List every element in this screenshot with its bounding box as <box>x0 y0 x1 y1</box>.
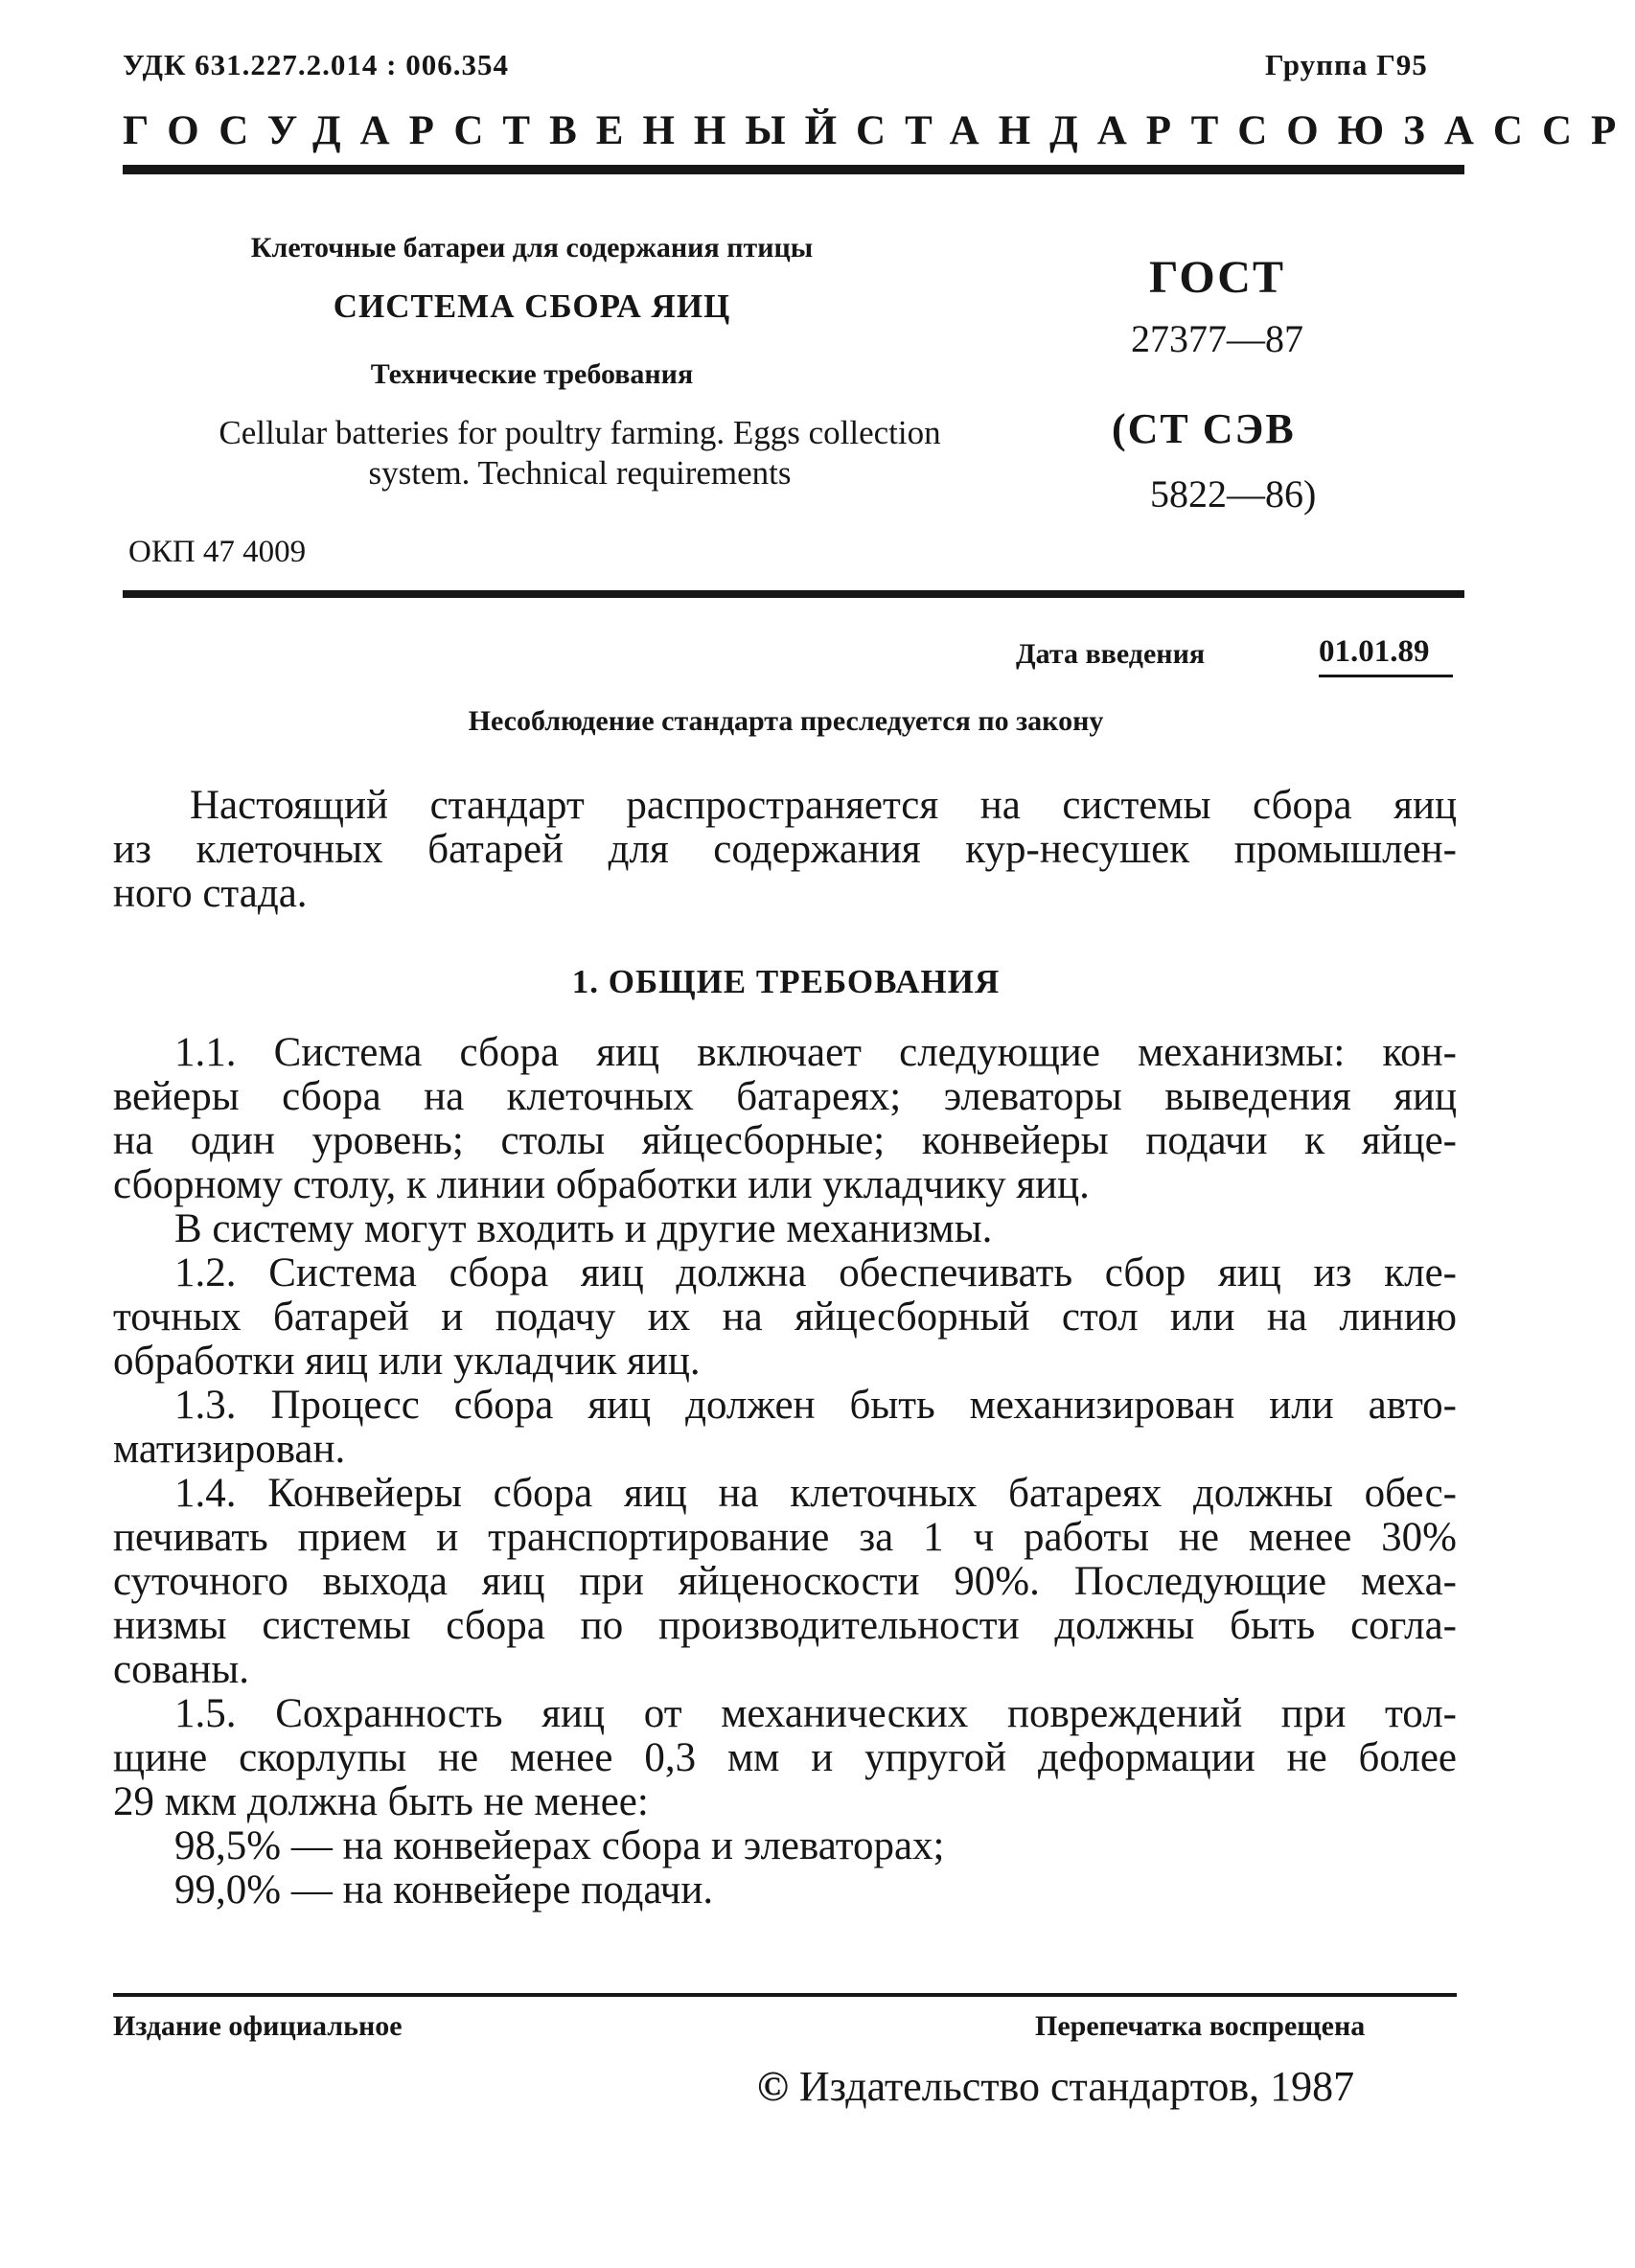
banner-word: ГОСУДАРСТВЕННЫЙ <box>123 108 857 153</box>
law-notice: Несоблюдение стандарта преследуется по закону <box>468 705 1104 737</box>
text-line: В систему могут входить и другие механизмы. <box>174 1206 993 1251</box>
footer-rule <box>113 1993 1457 1997</box>
state-standard-banner <box>123 107 1635 154</box>
text-line: 1.1. Система сбора яиц включает следующие механизмы: кон- <box>174 1030 1457 1075</box>
text-line: обработки яиц или укладчик яиц. <box>113 1339 701 1384</box>
scope-paragraph <box>113 784 1457 916</box>
title-rule <box>123 590 1464 598</box>
group-code: Группа Г95 <box>1265 48 1428 81</box>
text-line: сованы. <box>113 1647 250 1692</box>
official-edition: Издание официальное <box>113 2010 403 2042</box>
text-line: ного стада. <box>113 871 308 916</box>
text-line: суточного выхода яиц при яйценоскости 90%. Последующие меха- <box>113 1559 1457 1604</box>
list-item: 99,0% — на конвейере подачи. <box>174 1867 714 1913</box>
text-line: печивать прием и транспортирование за 1 ч работы не менее 30% <box>113 1515 1457 1560</box>
text-line: матизирован. <box>113 1427 346 1472</box>
text-line: 1.2. Система сбора яиц должна обеспечивать сбор яиц из кле- <box>174 1250 1457 1295</box>
gost-number: 27377—87 <box>1131 317 1303 360</box>
gost-label: ГОСТ <box>1149 252 1285 303</box>
requirements-label: Технические требования <box>370 358 694 390</box>
text-line: сборному столу, к линии обработки или укладчику яиц. <box>113 1162 1090 1207</box>
header-rule <box>123 165 1464 174</box>
cmea-number: 5822—86) <box>1150 472 1317 515</box>
text-line: точных батарей и подачу их на яйцесборный стол или на линию <box>113 1294 1457 1340</box>
date-underline <box>1319 675 1453 677</box>
date-label: Дата введения <box>1016 638 1206 670</box>
copyright-icon: © <box>757 2063 789 2110</box>
section-heading: 1. ОБЩИЕ ТРЕБОВАНИЯ <box>571 963 1001 1000</box>
date-value: 01.01.89 <box>1319 634 1430 669</box>
cmea-label: (СТ СЭВ <box>1112 405 1296 452</box>
text-line: 1.3. Процесс сбора яиц должен быть механизирован или авто- <box>174 1383 1457 1428</box>
text-line: на один уровень; столы яйцесборные; конвейеры подачи к яйце- <box>113 1118 1457 1163</box>
banner-word: ССР <box>1492 108 1635 153</box>
reprint-notice: Перепечатка воспрещена <box>1035 2010 1366 2042</box>
list-item: 98,5% — на конвейерах сбора и элеваторах; <box>174 1823 945 1868</box>
text-line: Настоящий стандарт распространяется на системы сбора яиц <box>190 783 1457 828</box>
text-line: 1.5. Сохранность яиц от механических повреждений при тол- <box>174 1691 1457 1736</box>
document-title: СИСТЕМА СБОРА ЯИЦ <box>333 287 731 325</box>
banner-word: СОЮЗА <box>1237 108 1493 153</box>
text-line: 1.4. Конвейеры сбора яиц на клеточных батареях должны обес- <box>174 1471 1457 1516</box>
udk-code: УДК 631.227.2.014 : 006.354 <box>123 48 509 81</box>
text-line: низмы системы сбора по производительности должны быть согла- <box>113 1603 1457 1648</box>
text-line: из клеточных батарей для содержания кур-несушек промышлен- <box>113 827 1457 872</box>
text-line: вейеры сбора на клеточных батареях; элеваторы выведения яиц <box>113 1074 1457 1119</box>
banner-word: СТАНДАРТ <box>856 108 1238 153</box>
text-line: 29 мкм должна быть не менее: <box>113 1779 649 1824</box>
publisher: Издательство стандартов, 1987 <box>798 2063 1355 2110</box>
okp-code: ОКП 47 4009 <box>128 535 307 569</box>
copyright-line <box>757 2062 1354 2111</box>
subtitle-ru: Клеточные батареи для содержания птицы <box>250 232 814 263</box>
section-body <box>113 1031 1457 1913</box>
text-line: щине скорлупы не менее 0,3 мм и упругой деформации не более <box>113 1735 1457 1780</box>
title-en-line1: Cellular batteries for poultry farming. Eggs collection <box>219 414 941 451</box>
title-en-line2: system. Technical requirements <box>368 454 792 492</box>
